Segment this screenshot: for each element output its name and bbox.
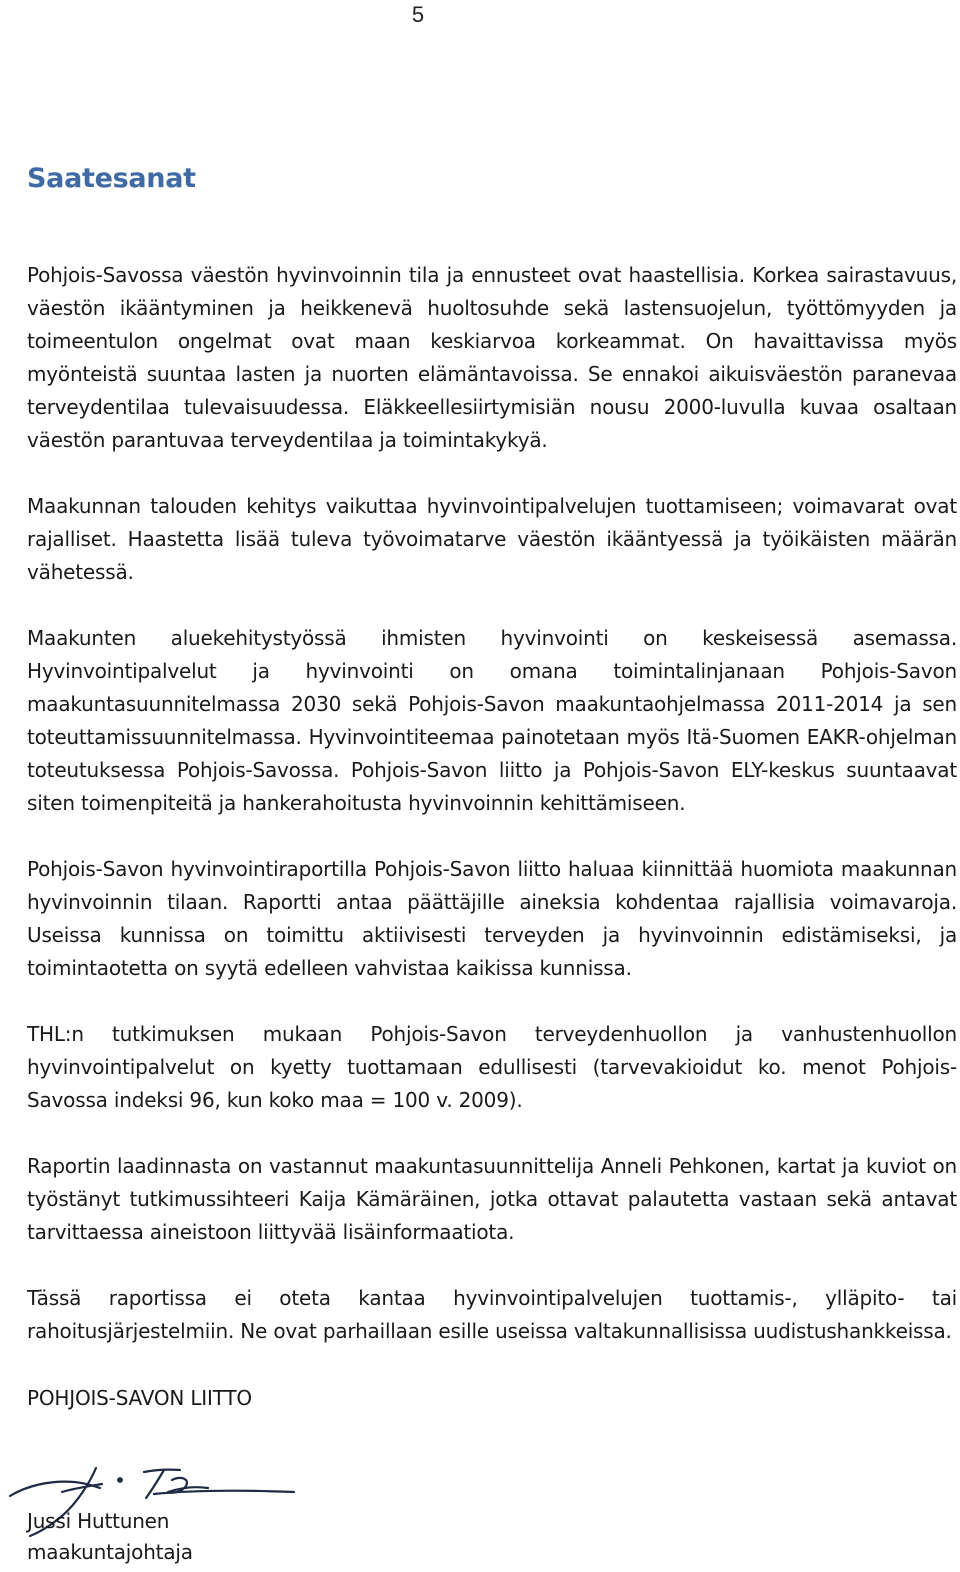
organization-name: POHJOIS-SAVON LIITTO: [27, 1386, 252, 1410]
paragraph-economy: Maakunnan talouden kehitys vaikuttaa hyvinvointipalvelujen tuottamiseen; voimavarat ovat rajalliset. Haastetta lisää tuleva työvoimatarve väestön ikääntyessä ja työikäisten määrän vähetessä.: [27, 494, 957, 584]
page-number: 5: [411, 2, 425, 27]
paragraph-scope: Tässä raportissa ei oteta kantaa hyvinvointipalvelujen tuottamis-, ylläpito- tai rahoitusjärjestelmiin. Ne ovat parhaillaan esille useissa valtakunnallisissa uudistushankkeissa.: [27, 1286, 957, 1343]
body-text: [27, 259, 957, 1381]
paragraph-authors: Raportin laadinnasta on vastannut maakuntasuunnittelija Anneli Pehkonen, kartat ja kuviot on työstänyt tutkimussihteeri Kaija Kämäräinen, jotka ottavat palautetta vastaan sekä antavat tarvittaessa aineistoon liittyvää lisäinformaatiota.: [27, 1154, 957, 1244]
signer-name: Jussi Huttunen: [27, 1509, 170, 1533]
page-title: Saatesanat: [27, 163, 196, 194]
paragraph-regional-development: Maakunten aluekehitystyössä ihmisten hyvinvointi on keskeisessä asemassa. Hyvinvointipalvelut ja hyvinvointi on omana toimintalinjanaan Pohjois-Savon maakuntasuunnitelmassa 2030 sekä Pohjois-Savon maakuntaohjelmassa 2011-2014 ja sen toteuttamissuunnitelmassa. Hyvinvointiteemaa painotetaan myös Itä-Suomen EAKR-ohjelman toteutuksessa Pohjois-Savossa. Pohjois-Savon liitto ja Pohjois-Savon ELY-keskus suuntaavat siten toimenpiteitä ja hankerahoitusta hyvinvoinnin kehittämiseen.: [27, 626, 957, 815]
paragraph-intro: Pohjois-Savossa väestön hyvinvoinnin tila ja ennusteet ovat haastellisia. Korkea sairastavuus, väestön ikääntyminen ja heikkenevä huoltosuhde sekä lastensuojelun, työttömyyden ja toimeentulon ongelmat ovat maan keskiarvoa korkeammat. On havaittavissa myös myönteistä suuntaa lasten ja nuorten elämäntavoissa. Se ennakoi aikuisväestön paranevaa terveydentilaa tulevaisuudessa. Eläkkeellesiirtymisiän nousu 2000-luvulla kuvaa osaltaan väestön parantuvaa terveydentilaa ja toimintakykyä.: [27, 263, 957, 452]
paragraph-report-purpose: Pohjois-Savon hyvinvointiraportilla Pohjois-Savon liitto haluaa kiinnittää huomiota maakunnan hyvinvoinnin tilaan. Raportti antaa päättäjille aineksia kohdentaa rajallisia voimavaroja. Useissa kunnissa on toimittu aktiivisesti terveyden ja hyvinvoinnin edistämiseksi, ja toimintaotetta on syytä edelleen vahvistaa kaikissa kunnissa.: [27, 857, 957, 980]
paragraph-thl-study: THL:n tutkimuksen mukaan Pohjois-Savon terveydenhuollon ja vanhustenhuollon hyvinvointipalvelut on kyetty tuottamaan edullisesti (tarvevakioidut ko. menot Pohjois-Savossa indeksi 96, kun koko maa = 100 v. 2009).: [27, 1022, 957, 1112]
signer-title: maakuntajohtaja: [27, 1540, 193, 1564]
